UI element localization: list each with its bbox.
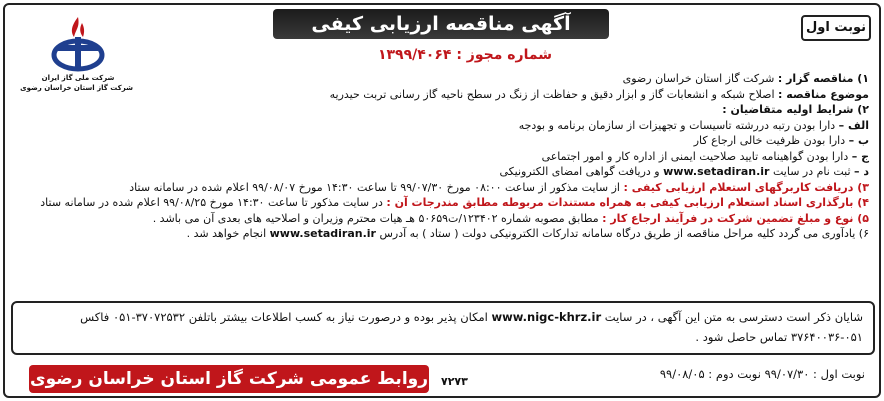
announcement-frame	[3, 3, 881, 398]
nigc-site-link[interactable]: www.nigc-khrz.ir	[491, 310, 602, 324]
setadiran-link-2[interactable]: www.setadiran.ir	[269, 227, 376, 240]
setadiran-link[interactable]: www.setadiran.ir	[663, 165, 770, 178]
gas-flame-logo-icon	[46, 15, 110, 73]
announcement-title: آگهی مناقصه ارزیابی کیفی	[273, 9, 609, 39]
edition-badge: نوبت اول	[801, 15, 871, 41]
condition-alef: الف – دارا بودن رتبه دررشته تاسیسات و تجهیزات از سازمان برنامه و بودجه	[518, 118, 869, 132]
ad-reference-number: ۷۲۷۳	[441, 375, 468, 388]
condition-je: ج – دارا بودن گواهینامه تایید صلاحیت ایمنی از اداره کار و امور اجتماعی	[541, 149, 869, 163]
condition-be: ب – دارا بودن ظرفیت خالی ارجاع کار	[693, 134, 869, 147]
contact-note	[11, 301, 875, 355]
item-reminder: ۶) یادآوری می گردد کلیه مراحل مناقصه از طریق درگاه سامانه تدارکات الکترونیکی دولت ( ستاد ) به آدرس www.setadiran.ir انجام خواهد شد .	[186, 227, 869, 240]
logo-company-line1: شرکت ملی گاز ایران	[41, 74, 115, 82]
condition-dal: د – ثبت نام در سایت www.setadiran.ir و دریافت گواهی امضای الکترونیکی	[499, 165, 869, 178]
item-receive-forms: ۳) دریافت کاربرگهای استعلام ارزیابی کیفی : از سایت مذکور از ساعت ۰۸:۰۰ مورخ ۹۹/۰۷/۳۰ تا ساعت ۱۴:۳۰ مورخ ۹۹/۰۸/۰۷ اعلام شده در سامانه ستاد	[129, 180, 869, 194]
item-upload-documents: ۴) بارگذاری اسناد استعلام ارزیابی کیفی به همراه مستندات مربوطه مطابق مندرجات آن : در سایت مذکور تا ساعت ۱۴:۳۰ مورخ ۹۹/۰۸/۲۵ اعلام شده در سامانه ستاد	[40, 196, 869, 209]
company-logo	[20, 15, 133, 99]
logo-company-line2: شرکت گاز استان خراسان رضوی	[20, 84, 133, 92]
license-number: شماره مجوز : ۱۳۹۹/۴۰۶۴	[377, 47, 553, 63]
item-guarantee: ۵) نوع و مبلغ تضمین شرکت در فرآیند ارجاع کار : مطابق مصوبه شماره ۱۲۳۴۰۲/ت۵۰۶۵۹ هـ هیات محترم وزیران و اصلاحیه های بعدی آن می باشد .	[152, 211, 869, 225]
public-relations-banner: روابط عمومی شرکت گاز استان خراسان رضوی	[29, 365, 429, 393]
note-line-1: شایان ذکر است دسترسی به متن این آگهی ، در سایت www.nigc-khrz.ir امکان پذیر بوده و درصورت نیاز به کسب اطلاعات بیشتر باتلفن ۳۷۰۷۲۵۳۲-۰۵۱ فاکس	[80, 310, 863, 324]
note-line-2: ۳۷۶۴۰۰۳۶-۰۵۱ تماس حاصل شود .	[695, 330, 863, 344]
item-tender-subject: موضوع مناقصه : اصلاح شبکه و انشعابات گاز و ابزار دقیق و حفاظت از زنگ در سطح ناحیه گاز رسانی تربت حیدریه	[329, 87, 869, 101]
publication-dates: نوبت اول : ۹۹/۰۷/۳۰ نوبت دوم : ۹۹/۰۸/۰۵	[659, 367, 865, 381]
item-conditions-heading: ۲) شرایط اولیه متقاضیان :	[722, 103, 869, 116]
item-tender-holder: ۱) مناقصه گزار : شرکت گاز استان خراسان رضوی	[622, 72, 869, 85]
